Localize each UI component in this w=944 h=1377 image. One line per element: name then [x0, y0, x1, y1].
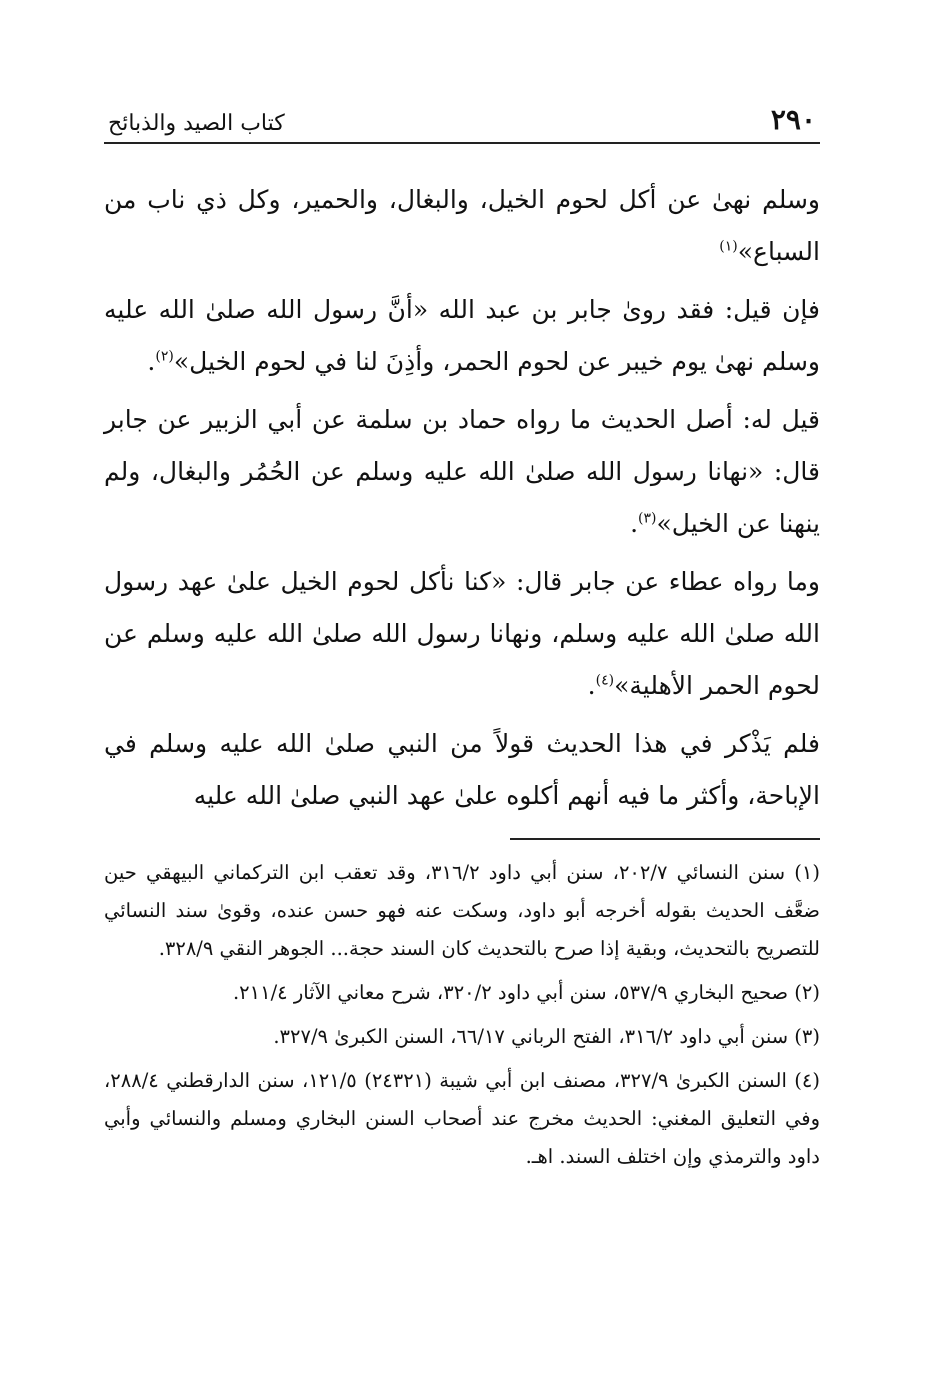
- footnote-ref: (٣): [638, 510, 657, 527]
- footnote: (٣) سنن أبي داود ٣١٦/٢، الفتح الرباني ٦٦/١٧، السنن الكبرىٰ ٣٢٧/٩.: [273, 1025, 820, 1048]
- footnote-ref: (٤): [595, 672, 615, 689]
- main-text: [104, 174, 820, 822]
- footnote-divider: [510, 838, 820, 840]
- page-header: [104, 100, 820, 144]
- paragraph: فإن قيل: فقد روىٰ جابر بن عبد الله «أنَّ رسول الله صلىٰ الله عليه وسلم نهىٰ يوم خيبر عن لحوم الحمر، وأذِنَ لنا في لحوم الخيل»$^{(٢)}$.: [104, 295, 820, 376]
- footnote: (١) سنن النسائي ٢٠٢/٧، سنن أبي داود ٣١٦/٢، وقد تعقب ابن التركماني البيهقي حين ضعَّف الحديث بقوله أخرجه أبو داود، وسكت عنه فهو حسن عنده، وقوىٰ سند النسائي للتصريح بالتحديث، وبقية إذا صرح بالتحديث كان السند حجة... الجوهر النقي ٣٢٨/٩.: [104, 861, 820, 960]
- footnote-ref: (٢): [155, 348, 174, 365]
- page-number: ٢٩٠: [770, 103, 816, 136]
- paragraph: وما رواه عطاء عن جابر قال: «كنا نأكل لحوم الخيل علىٰ عهد رسول الله صلىٰ الله عليه وسلم، ونهانا رسول الله صلىٰ الله عليه وسلم عن لحوم الحمر الأهلية»$^{(٤)}$.: [104, 567, 820, 700]
- paragraph: قيل له: أصل الحديث ما رواه حماد بن سلمة عن أبي الزبير عن جابر قال: «نهانا رسول الله صلىٰ الله عليه وسلم عن الحُمُر والبغال، ولم ينهنا عن الخيل»$^{(٣)}$.: [104, 405, 820, 538]
- footnote: (٢) صحيح البخاري ٥٣٧/٩، سنن أبي داود ٣٢٠/٢، شرح معاني الآثار ٢١١/٤.: [232, 981, 820, 1004]
- footnotes: [104, 854, 820, 1176]
- footnote: (٤) السنن الكبرىٰ ٣٢٧/٩، مصنف ابن أبي شيبة (٢٤٣٢١) ١٢١/٥، سنن الدارقطني ٢٨٨/٤، وفي التعليق المغني: الحديث مخرج عند أصحاب السنن البخاري ومسلم والنسائي وأبي داود والترمذي وإن اختلف السند. اهـ.: [104, 1069, 821, 1168]
- footnote-ref: (١): [719, 238, 738, 255]
- paragraph: وسلم نهىٰ عن أكل لحوم الخيل، والبغال، والحمير، وكل ذي ناب من السباع»$^{(١)}$: [104, 185, 820, 266]
- running-title: كتاب الصيد والذبائح: [108, 111, 285, 136]
- paragraph: فلم يَذْكر في هذا الحديث قولاً من النبي صلىٰ الله عليه وسلم في الإباحة، وأكثر ما فيه أنهم أكلوه علىٰ عهد النبي صلىٰ الله عليه: [104, 729, 820, 810]
- book-page: [104, 100, 820, 1182]
